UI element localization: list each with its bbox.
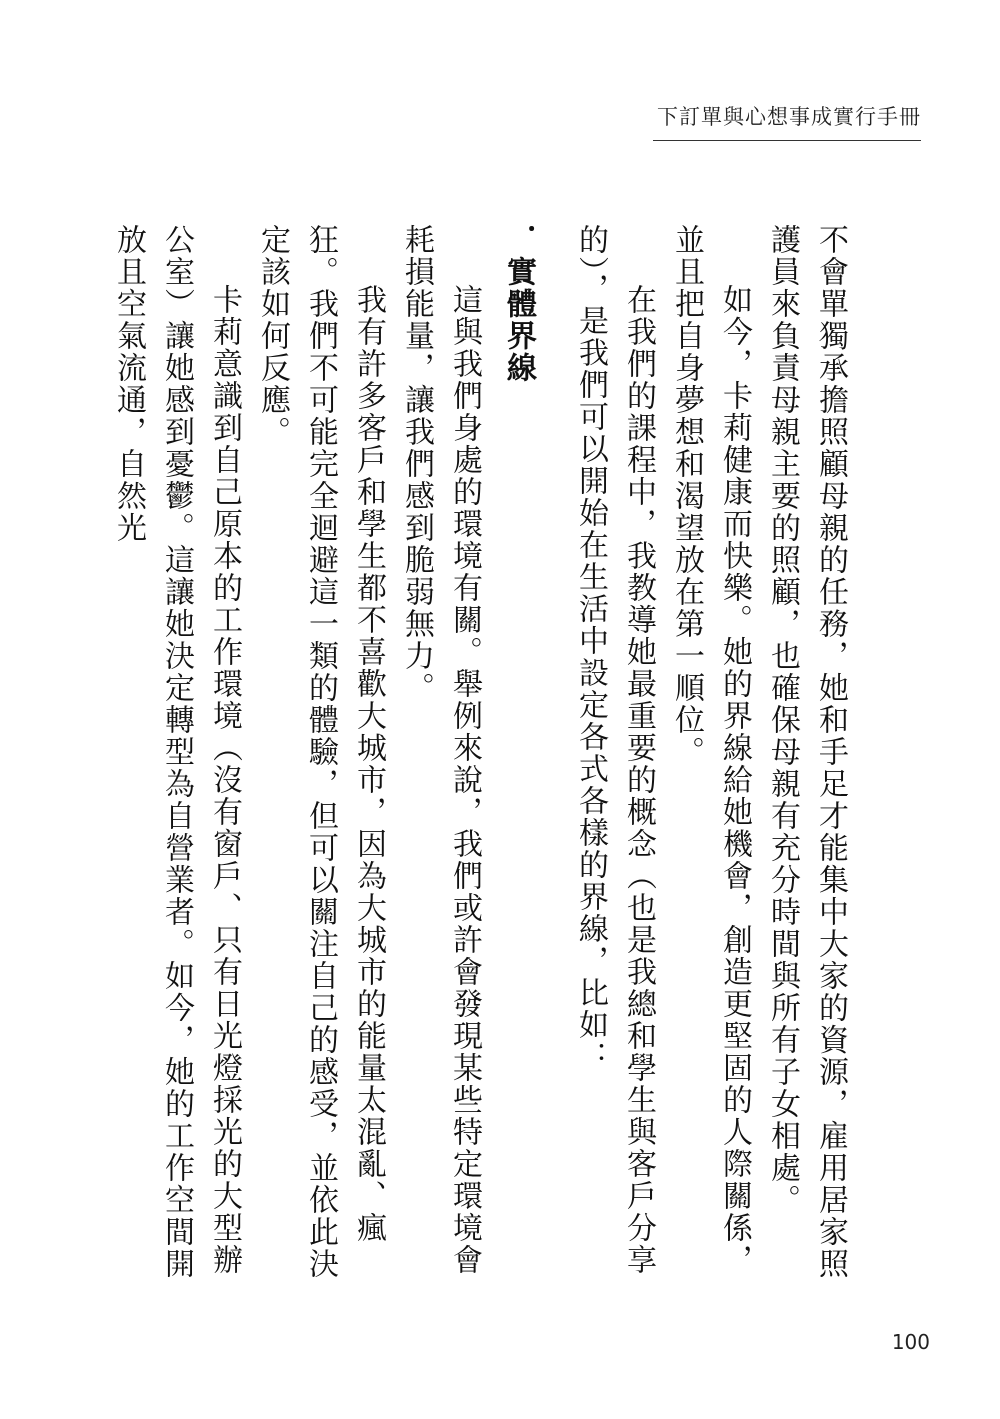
running-header: 下訂單與心想事成實行手冊 [653,100,921,141]
paragraph: 在我們的課程中，我教導她最重要的概念（也是我總和學生與客戶分享的），是我們可以開始在生活中設定各式各樣的界線，比如： [573,224,656,1276]
heading-bullet: ． [501,224,536,256]
section-heading [494,224,542,1304]
body-text [111,224,854,1304]
paragraph: 這與我們身處的環境有關。舉例來說，我們或許會發現某些特定環境會耗損能量，讓我們感到脆弱無力。 [399,224,482,1276]
paragraph: 如今，卡莉健康而快樂。她的界線給她機會，創造更堅固的人際關係，並且把自身夢想和渴望放在第一順位。 [669,224,752,1276]
heading-text: 實體界線 [501,256,536,384]
paragraph: 卡莉意識到自己原本的工作環境（沒有窗戶、只有日光燈採光的大型辦公室）讓她感到憂鬱。這讓她決定轉型為自營業者。如今，她的工作空間開放且空氣流通，自然光 [111,224,242,1280]
paragraph: 我有許多客戶和學生都不喜歡大城市，因為大城市的能量太混亂、瘋狂。我們不可能完全迴避這一類的體驗，但可以關注自己的感受，並依此決定該如何反應。 [255,224,386,1280]
page-number: 100 [891,1330,930,1354]
paragraph: 不會單獨承擔照顧母親的任務，她和手足才能集中大家的資源，雇用居家照護員來負責母親主要的照顧，也確保母親有充分時間與所有子女相處。 [765,224,848,1280]
